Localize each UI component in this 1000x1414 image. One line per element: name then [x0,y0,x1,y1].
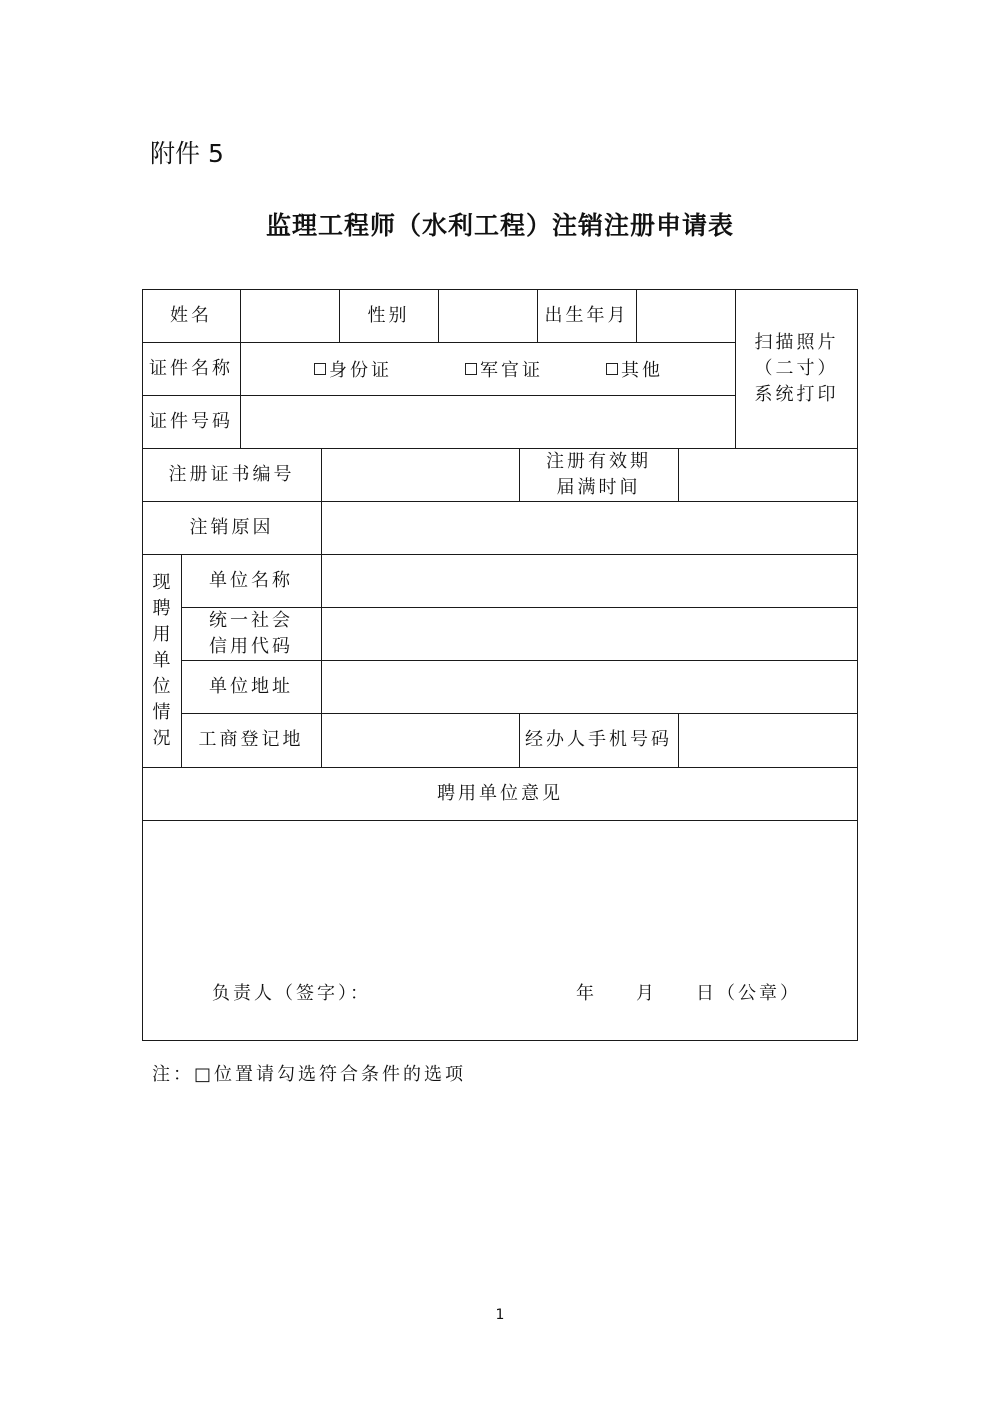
id-option-label: 军官证 [480,359,543,381]
photo-placeholder: 扫描照片 （二寸） 系统打印 [754,332,839,405]
checkbox-icon[interactable] [606,363,618,375]
gender-label: 性别 [367,304,410,326]
form-border-right [857,289,858,1041]
handler-phone-label: 经办人手机号码 [525,729,672,750]
section-char: 聘 [152,597,171,619]
employer-section-header [142,554,181,767]
section-char: 用 [152,623,171,645]
page-number: 1 [495,1307,505,1323]
cancel-reason-label: 注销原因 [189,516,274,538]
id-option-label: 身份证 [329,359,392,381]
address-field[interactable] [322,661,857,713]
expiry-label: 注册有效期 届满时间 [546,450,651,498]
credit-code-label: 统一社会 信用代码 [209,609,293,657]
expiry-field[interactable] [679,449,857,501]
cert-number-label: 注册证书编号 [168,463,295,485]
cancel-reason-field[interactable] [322,502,857,554]
name-label: 姓名 [170,304,212,326]
registration-place-label: 工商登记地 [198,729,304,750]
section-char: 单 [152,649,171,671]
cert-number-field[interactable] [322,449,518,501]
section-char: 现 [152,571,171,593]
form-title: 监理工程师（水利工程）注销注册申请表 [265,211,734,240]
id-type-label: 证件名称 [149,357,233,379]
id-option-label: 其他 [621,359,663,381]
attachment-label: 附件 5 [150,139,224,168]
signature-year-label: 年 [576,983,597,1004]
id-number-field[interactable] [241,396,734,448]
form-border-bottom [142,1040,858,1041]
gender-field[interactable] [439,290,536,342]
checkbox-icon[interactable] [465,363,477,375]
id-option-other[interactable] [606,342,663,395]
id-option-officer-card[interactable] [465,342,543,395]
responsible-signature-label: 负责人（签字）： [212,983,371,1004]
employer-name-field[interactable] [322,555,857,607]
employer-name-label: 单位名称 [209,569,293,591]
handler-phone-field[interactable] [679,714,857,767]
credit-code-field[interactable] [322,608,857,660]
name-field[interactable] [241,290,338,342]
checkbox-icon[interactable] [314,363,326,375]
id-number-label: 证件号码 [149,410,233,432]
opinion-field[interactable] [143,821,857,961]
birth-date-field[interactable] [637,290,734,342]
id-option-id-card[interactable] [314,342,392,395]
signature-month-label: 月 [636,983,657,1004]
section-char: 情 [152,701,171,723]
form-note: 注：□位置请勾选符合条件的选项 [152,1064,467,1085]
address-label: 单位地址 [209,675,293,697]
birth-date-label: 出生年月 [544,304,629,326]
section-char: 位 [152,675,171,697]
section-char: 况 [152,727,171,749]
application-form [142,289,858,1041]
signature-day-seal-label: 日（公章） [696,983,801,1004]
registration-place-field[interactable] [322,714,518,767]
opinion-header: 聘用单位意见 [437,782,563,804]
